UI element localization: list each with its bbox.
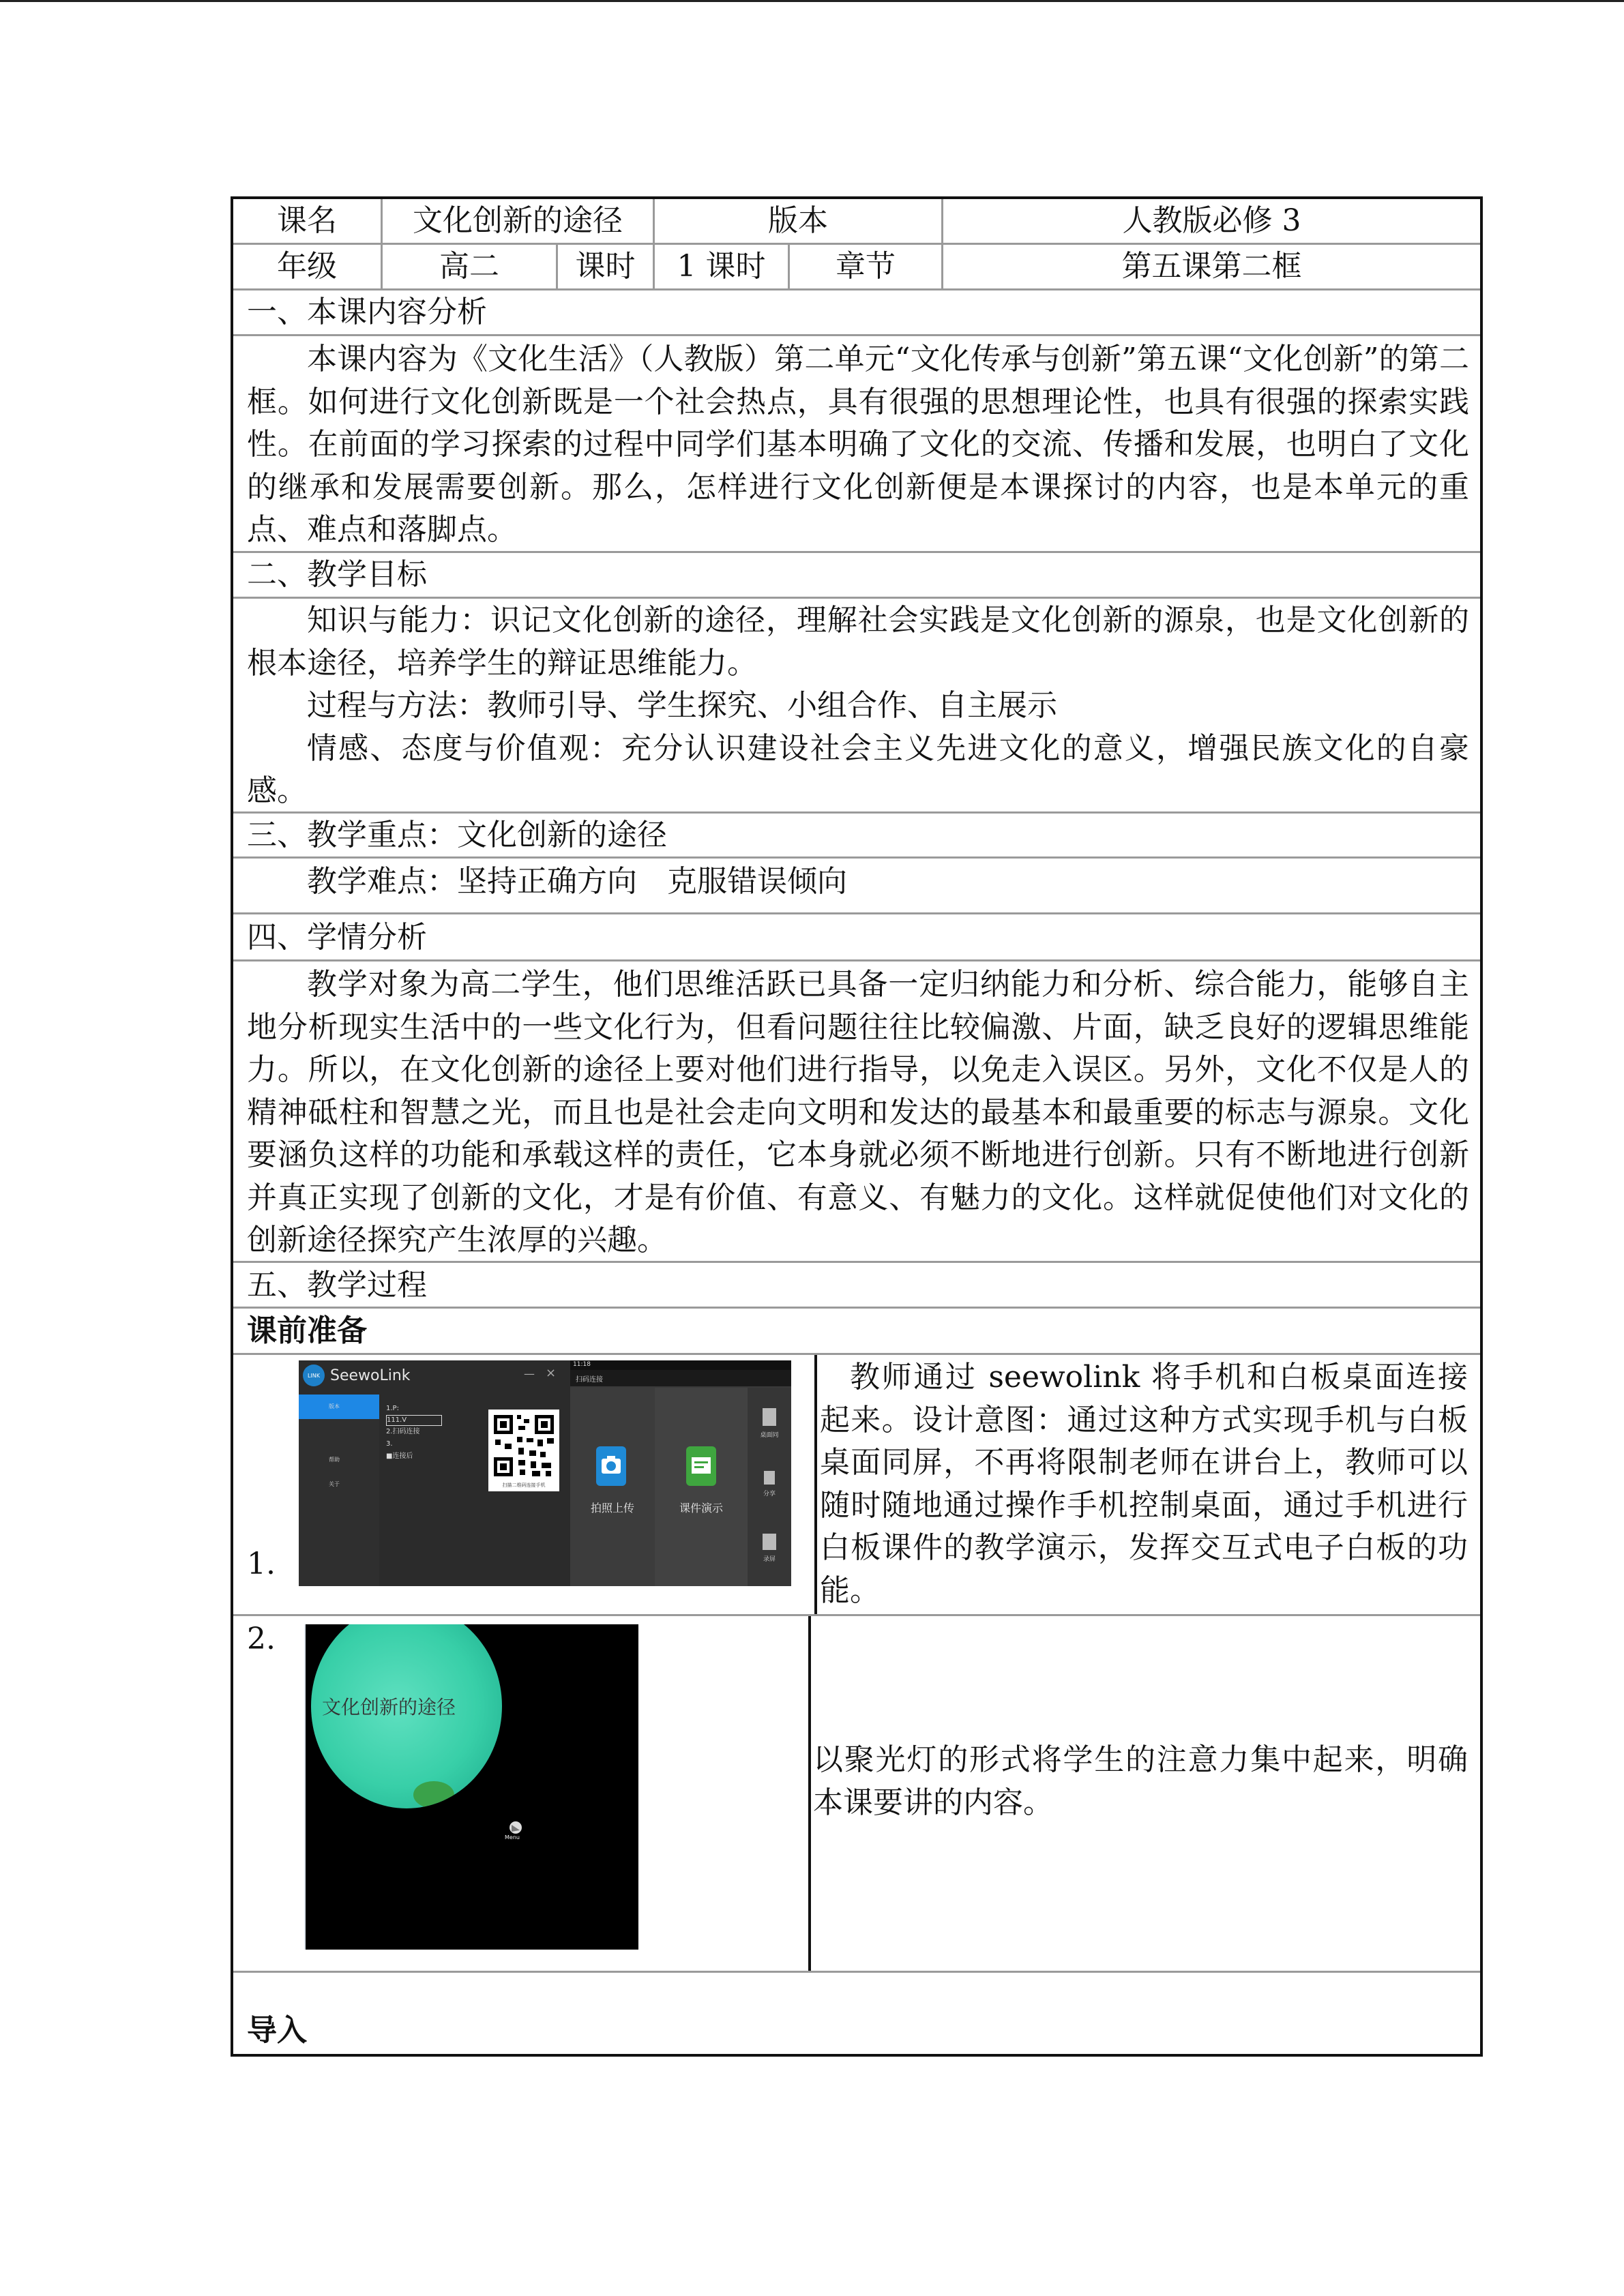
sidebar-item[interactable]: 版本	[329, 1403, 340, 1410]
learner-text: 教学对象为高二学生，他们思维活跃已具备一定归纳能力和分析、综合能力，能够自主地分析现实生活中的一些文化行为，但看问题往往比较偏激、片面，缺乏良好的逻辑思维能力。所以，在文化创新的途径上要对他们进行指导，以免走入误区。另外，文化不仅是人的精神砥柱和智慧之光，而且也是社会走向文明和发达的最基本和最重要的标志与源泉。文化要涵负这样的功能和承载这样的责任，它本身就必须不断地进行创新。只有不断地进行创新并真正实现了创新的文化，才是有价值、有意义、有魅力的文化。这样就促使他们对文化的创新途径探究产生浓厚的兴趣。	[247, 967, 1469, 1257]
window-sidebar	[299, 1395, 379, 1586]
phone-header	[570, 1370, 791, 1386]
lesson-plan-table	[231, 196, 1483, 2057]
panel-line: 2.扫码连接	[386, 1428, 420, 1435]
col-rule	[381, 199, 383, 288]
demo-tile[interactable]	[655, 1388, 748, 1586]
left-toolbar-strip	[304, 1624, 306, 1950]
upload-tile[interactable]	[570, 1388, 655, 1586]
panel-line: 1.P:	[386, 1405, 399, 1412]
intro-title: 导入	[247, 2013, 307, 2048]
goals-body	[247, 599, 1469, 813]
minimize-icon[interactable]: —	[524, 1367, 535, 1380]
record-icon[interactable]	[763, 1534, 776, 1550]
spotlight-screenshot	[304, 1624, 638, 1950]
window-titlebar	[299, 1360, 570, 1390]
goals-title: 二、教学目标	[247, 557, 427, 592]
panel-line: 3.	[386, 1440, 393, 1448]
phone-screen	[570, 1360, 791, 1586]
grade-value: 高二	[439, 249, 499, 284]
leaf-shape	[413, 1781, 454, 1808]
side-actions	[748, 1388, 791, 1586]
record-label: 录屏	[763, 1556, 776, 1563]
grade-label: 年级	[277, 249, 337, 284]
app-badge: LINK	[303, 1365, 325, 1386]
goal-knowledge: 知识与能力：识记文化创新的途径，理解社会实践是文化创新的源泉，也是文化创新的根本途径，培养学生的辩证思维能力。	[247, 603, 1469, 681]
spotlight-text: 文化创新的途径	[322, 1696, 456, 1718]
phone-status-bar	[570, 1360, 791, 1370]
col-rule	[788, 243, 790, 288]
key-point: 三、教学重点：文化创新的途径	[247, 818, 667, 852]
analysis-text: 本课内容为《文化生活》（人教版）第二单元“文化传承与创新”第五课“文化创新”的第二框。如何进行文化创新既是一个社会热点，具有很强的思想理论性，也具有很强的探索实践性。在前面的学习探索的过程中同学们基本明确了文化的交流、传播和发展，也明白了文化的继承和发展需要创新。那么，怎样进行文化创新便是本课探讨的内容，也是本单元的重点、难点和落脚点。	[247, 342, 1469, 547]
analysis-title: 一、本课内容分析	[247, 295, 487, 329]
page-top-border	[0, 0, 1624, 2]
item2-number: 2.	[247, 1622, 276, 1656]
rule	[233, 959, 1480, 961]
camera-icon	[596, 1446, 626, 1486]
rule	[233, 1614, 1480, 1616]
share-label: 分享	[763, 1491, 776, 1497]
prep-title: 课前准备	[247, 1313, 367, 1348]
col-rule	[653, 199, 655, 288]
edition-value: 人教版必修 3	[1122, 203, 1301, 238]
spotlight-circle	[311, 1624, 502, 1808]
sidebar-item[interactable]: 帮助	[329, 1457, 340, 1463]
goal-process: 过程与方法：教师引导、学生探究、小组合作、自主展示	[307, 688, 1057, 723]
difficulty: 教学难点：坚持正确方向 克服错误倾向	[307, 864, 847, 899]
connect-panel	[386, 1403, 468, 1498]
share-icon[interactable]	[764, 1471, 775, 1485]
item2-divider	[808, 1616, 811, 1971]
rule	[233, 1261, 1480, 1263]
item1-number: 1.	[247, 1547, 276, 1581]
rule	[233, 912, 1480, 914]
item1-divider	[814, 1355, 817, 1614]
rule	[233, 334, 1480, 336]
menu-button[interactable]	[502, 1817, 529, 1844]
seewolink-screenshot	[299, 1360, 791, 1586]
qr-caption: 扫描二维码连接手机	[502, 1482, 546, 1488]
demo-label: 课件演示	[679, 1502, 723, 1515]
process-title: 五、教学过程	[247, 1268, 427, 1302]
col-rule	[941, 199, 943, 288]
rule	[233, 1353, 1480, 1355]
upload-label: 拍照上传	[590, 1502, 634, 1515]
rule	[233, 1971, 1480, 1973]
course-value: 文化创新的途径	[413, 203, 623, 238]
course-label: 课名	[277, 203, 337, 238]
period-label: 课时	[575, 249, 636, 284]
seewolink-window	[299, 1360, 570, 1586]
edition-label: 版本	[768, 203, 828, 238]
menu-label: Menu	[505, 1834, 520, 1840]
item2-text: 以聚光灯的形式将学生的注意力集中起来，明确本课要讲的内容。	[813, 1742, 1468, 1820]
desktop-icon[interactable]	[763, 1408, 776, 1426]
panel-line: 111.V	[386, 1415, 442, 1426]
learner-title: 四、学情分析	[247, 920, 427, 955]
desktop-label: 桌面同	[760, 1432, 779, 1439]
app-name: SeewoLink	[330, 1367, 411, 1384]
sidebar-item[interactable]: 关于	[329, 1481, 340, 1487]
qr-code-icon	[488, 1410, 559, 1491]
panel-line: ■连接后	[386, 1452, 413, 1460]
period-value: 1 课时	[677, 249, 766, 284]
status-time: 11:18	[573, 1361, 591, 1368]
close-icon[interactable]: ×	[546, 1366, 557, 1380]
phone-header-title: 扫码连接	[576, 1376, 603, 1384]
chapter-label: 章节	[836, 249, 896, 284]
rule	[233, 1307, 1480, 1309]
item1-text: 教师通过 seewolink 将手机和白板桌面连接起来。设计意图：通过这种方式实现手机与白板桌面同屏，不再将限制老师在讲台上，教师可以随时随地通过操作手机控制桌面，通过手机进行白板课件的教学演示，发挥交互式电子白板的功能。	[820, 1360, 1468, 1608]
slides-icon	[686, 1446, 716, 1486]
rule	[233, 856, 1480, 859]
col-rule	[556, 243, 558, 288]
rule	[233, 597, 1480, 599]
chapter-value: 第五课第二框	[1121, 249, 1302, 284]
goal-emotion: 情感、态度与价值观：充分认识建设社会主义先进文化的意义，增强民族文化的自豪感。	[247, 730, 1469, 808]
